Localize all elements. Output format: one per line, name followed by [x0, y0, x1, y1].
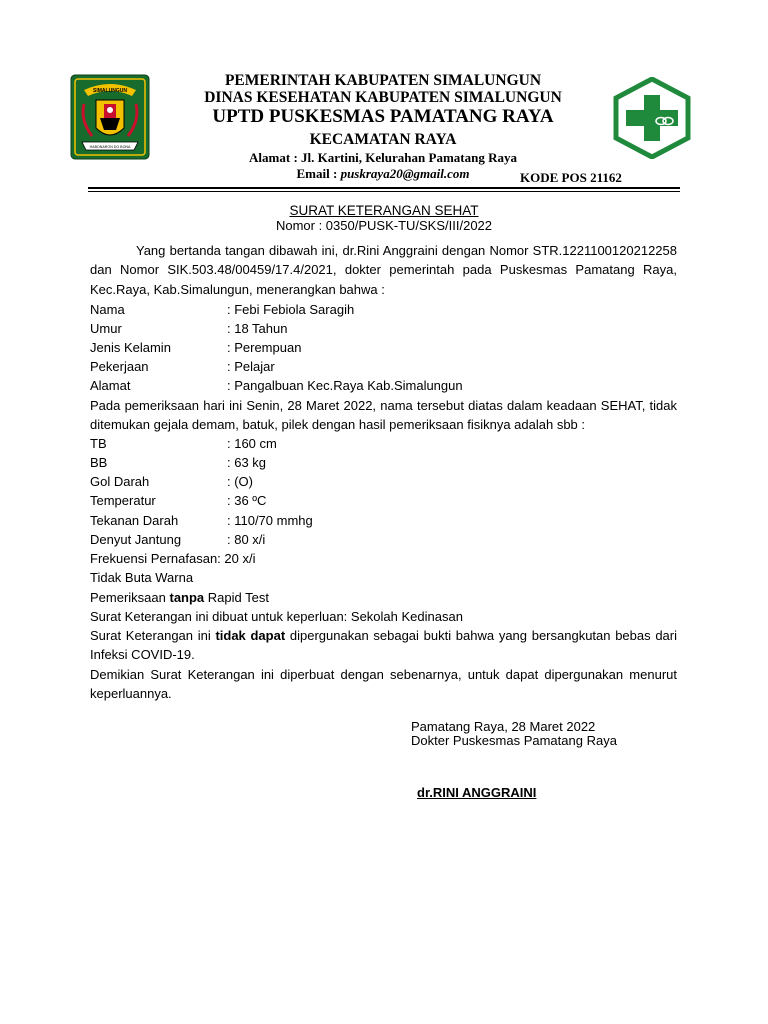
vital-value: : (O) [227, 474, 253, 489]
identity-row [90, 300, 354, 319]
letterhead-address: Alamat : Jl. Kartini, Kelurahan Pamatang Raya [249, 150, 517, 165]
identity-value: : 18 Tahun [227, 321, 288, 336]
covid-post: dipergunakan sebagai bukti bahwa yang bersangkutan bebas dari Infeksi COVID-19. [90, 628, 678, 663]
letterhead-institution: UPTD PUSKESMAS PAMATANG RAYA [212, 106, 554, 127]
vital-row [90, 511, 313, 530]
letterhead-district: KECAMATAN RAYA [309, 131, 457, 148]
exam-paragraph: Pada pemeriksaan hari ini Senin, 28 Maret 2022, nama tersebut diatas dalam keadaan SEHAT, tidak ditemukan gejala demam, batuk, pilek dengan hasil pemeriksaan fisiknya adalah sbb : [90, 398, 677, 433]
intro-paragraph [90, 241, 677, 299]
emblem-banner-text: SIMALUNGUN [93, 88, 127, 94]
identity-label: Nama [90, 302, 125, 317]
vital-row [90, 453, 266, 472]
postal-code: KODE POS 21162 [520, 170, 622, 185]
intro-text: Yang bertanda tangan dibawah ini, dr.Rini Anggraini dengan Nomor STR.1221100120212258 dan Nomor SIK.503.48/00459/17.4/2021, dokter pemerintah pada Puskesmas Pamatang Raya, Kec.Raya, Kab.Simalungun, menerangkan bahwa : [90, 243, 677, 297]
identity-label: Umur [90, 321, 122, 336]
color-blind-note: Tidak Buta Warna [90, 570, 194, 585]
vital-row [90, 472, 253, 491]
letter-title: SURAT KETERANGAN SEHAT [289, 203, 479, 218]
vital-label: Gol Darah [90, 474, 150, 489]
identity-label: Pekerjaan [90, 359, 149, 374]
letterhead [160, 72, 606, 182]
identity-value: : Perempuan [227, 340, 302, 355]
identity-row [90, 376, 463, 395]
emblem-motto-text: HABONARON DO BONA [89, 145, 131, 149]
letterhead-divider-thin [88, 191, 680, 192]
email-value: puskraya20@gmail.com [340, 166, 470, 181]
identity-row [90, 357, 275, 376]
rapid-test-bold: tanpa [169, 590, 205, 605]
identity-value: : Pelajar [227, 359, 275, 374]
signer-title: Dokter Puskesmas Pamatang Raya [411, 733, 617, 748]
letterhead-government: PEMERINTAH KABUPATEN SIMALUNGUN [224, 72, 542, 89]
vital-label: Denyut Jantung [90, 532, 182, 547]
identity-row [90, 319, 287, 338]
letter-number: Nomor : 0350/PUSK-TU/SKS/III/2022 [275, 218, 493, 233]
identity-label: Jenis Kelamin [90, 340, 171, 355]
vital-label: Tekanan Darah [90, 513, 179, 528]
vital-value: : 36 ºC [227, 493, 267, 508]
vital-row [90, 491, 266, 510]
purpose-note: Surat Keterangan ini dibuat untuk keperluan: Sekolah Kedinasan [90, 609, 463, 624]
respiratory-rate: Frekuensi Pernafasan: 20 x/i [90, 551, 256, 566]
vital-value: : 63 kg [227, 455, 267, 470]
rapid-test-pre: Pemeriksaan [90, 590, 170, 605]
vital-value: : 110/70 mmhg [227, 513, 313, 528]
rapid-test-note [90, 588, 269, 607]
closing-paragraph: Demikian Surat Keterangan ini diperbuat dengan sebenarnya, untuk dapat dipergunakan menurut keperluannya. [90, 667, 677, 702]
simalungun-emblem-icon [70, 74, 150, 160]
place-date: Pamatang Raya, 28 Maret 2022 [411, 719, 596, 734]
vital-label: TB [90, 436, 107, 451]
vital-label: Temperatur [90, 493, 156, 508]
identity-row [90, 338, 301, 357]
covid-pre: Surat Keterangan ini [90, 628, 216, 643]
vital-value: : 160 cm [227, 436, 277, 451]
identity-label: Alamat [90, 378, 131, 393]
puskesmas-logo-icon [612, 77, 692, 159]
rapid-test-post: Rapid Test [204, 590, 269, 605]
letterhead-divider-thick [88, 187, 680, 189]
covid-bold: tidak dapat [215, 628, 286, 643]
letterhead-department: DINAS KESEHATAN KABUPATEN SIMALUNGUN [204, 89, 562, 106]
identity-value: : Pangalbuan Kec.Raya Kab.Simalungun [227, 378, 463, 393]
vital-row [90, 530, 265, 549]
signer-name: dr.RINI ANGGRAINI [417, 785, 537, 800]
email-label: Email : [296, 166, 341, 181]
identity-value: : Febi Febiola Saragih [227, 302, 355, 317]
vital-value: : 80 x/i [227, 532, 266, 547]
vital-label: BB [90, 455, 108, 470]
vital-row [90, 434, 277, 453]
covid-disclaimer [90, 626, 677, 665]
